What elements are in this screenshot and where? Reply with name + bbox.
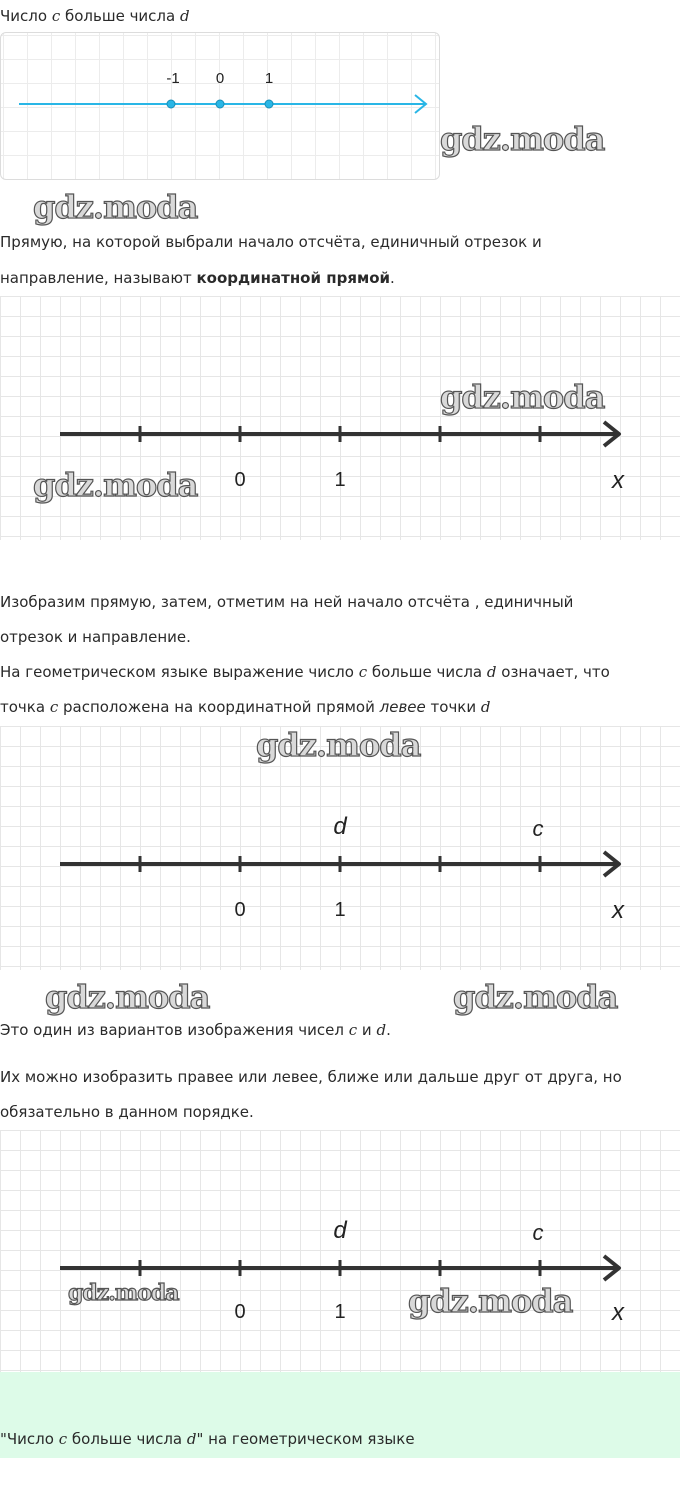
watermark: gdz.moda	[440, 120, 605, 158]
point-label-c: c	[532, 1220, 544, 1245]
tick-label-one: 1	[334, 1301, 346, 1323]
text: .	[386, 1021, 391, 1039]
paragraph-line: Прямую, на которой выбрали начало отсчёта, единичный отрезок и	[0, 233, 542, 251]
tick-label-one: 1	[334, 469, 346, 491]
point-zero	[216, 100, 224, 108]
number-line-card	[0, 32, 440, 180]
watermark: gdz.moda	[68, 1280, 179, 1306]
tick-label-one: 1	[334, 899, 346, 921]
watermark: gdz.moda	[33, 466, 198, 504]
var-d: d	[480, 698, 491, 716]
var-c: c	[358, 663, 368, 681]
paragraph-line	[0, 663, 610, 681]
tick-label-zero: 0	[234, 469, 246, 491]
watermark: gdz.moda	[440, 378, 605, 416]
point-label-d: d	[333, 813, 347, 840]
summary-note	[0, 1372, 680, 1458]
term-coordinate-line: координатной прямой	[196, 269, 391, 287]
paragraph-line: Их можно изобразить правее или левее, ближе или дальше друг от друга, но	[0, 1068, 622, 1086]
paragraph-line	[0, 1021, 391, 1039]
text: направление, называют	[0, 269, 197, 287]
var-d: d	[376, 1021, 387, 1039]
text: Это один из вариантов изображения чисел	[0, 1021, 349, 1039]
watermark: gdz.moda	[33, 188, 198, 226]
watermark: gdz.moda	[45, 978, 210, 1016]
text: точки	[425, 698, 481, 716]
grid-figure-2	[0, 726, 680, 970]
var-c: c	[348, 1021, 358, 1039]
text: означает, что	[496, 663, 610, 681]
var-c: c	[58, 1430, 68, 1448]
small-number-line	[1, 33, 439, 179]
emphasis-left: левее	[379, 698, 426, 716]
var-d: d	[486, 663, 497, 681]
summary-note-text	[0, 1430, 415, 1448]
point-one	[265, 100, 273, 108]
paragraph-line: Изобразим прямую, затем, отметим на ней начало отсчёта , единичный	[0, 593, 574, 611]
text: расположена на координатной прямой	[58, 698, 380, 716]
watermark: gdz.moda	[256, 726, 421, 764]
text: " на геометрическом языке	[196, 1430, 415, 1448]
axis-name-x: x	[612, 467, 624, 494]
var-c: c	[49, 698, 59, 716]
axis-name-x: x	[612, 1299, 624, 1326]
grid-figure-3	[0, 1130, 680, 1372]
watermark: gdz.moda	[408, 1282, 573, 1320]
point-label-c: c	[532, 816, 544, 841]
var-d: d	[179, 7, 190, 25]
point-label-d: d	[333, 1217, 347, 1244]
coordinate-line-3	[0, 1130, 680, 1372]
heading-text-pre: Число	[0, 7, 52, 25]
point-minus-one	[167, 100, 175, 108]
grid-figure-1	[0, 296, 680, 540]
var-d: d	[186, 1430, 197, 1448]
text: больше числа	[367, 663, 487, 681]
text: .	[390, 269, 395, 287]
paragraph-line: отрезок и направление.	[0, 628, 191, 646]
paragraph-line	[0, 698, 491, 716]
axis-name-x: x	[612, 897, 624, 924]
text: точка	[0, 698, 50, 716]
text: "Число	[0, 1430, 59, 1448]
tick-label-one: 1	[264, 70, 274, 87]
tick-label-zero: 0	[215, 70, 225, 87]
paragraph-line	[0, 269, 395, 287]
tick-label-minus-one: -1	[166, 70, 180, 87]
text: и	[357, 1021, 377, 1039]
tick-label-zero: 0	[234, 899, 246, 921]
section-heading	[0, 7, 190, 25]
text: больше числа	[67, 1430, 187, 1448]
watermark: gdz.moda	[453, 978, 618, 1016]
var-c: c	[51, 7, 61, 25]
tick-label-zero: 0	[234, 1301, 246, 1323]
text: На геометрическом языке выражение число	[0, 663, 359, 681]
paragraph-line: обязательно в данном порядке.	[0, 1103, 254, 1121]
heading-text-mid: больше числа	[60, 7, 180, 25]
